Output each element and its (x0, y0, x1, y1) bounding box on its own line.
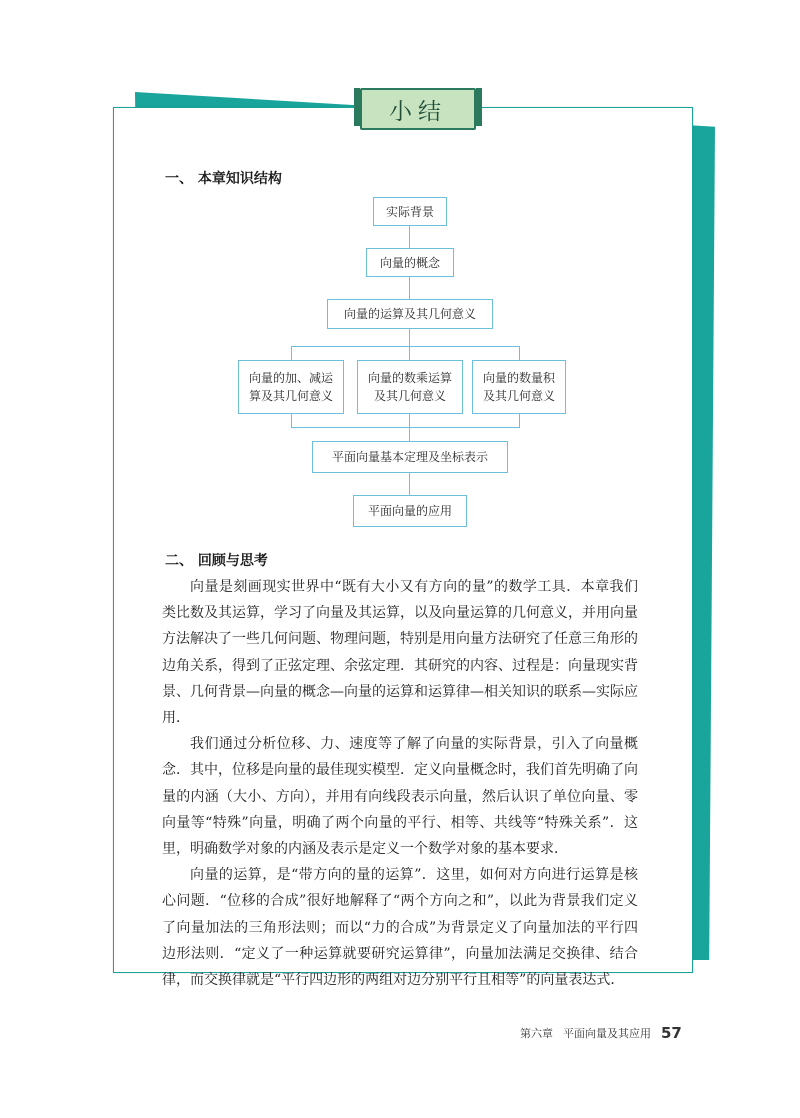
flow-node-applications: 平面向量的应用 (353, 495, 467, 527)
section-heading-knowledge-structure: 一、 本章知识结构 (165, 171, 282, 187)
flow-node-dot-product: 向量的数量积 及其几何意义 (472, 360, 566, 414)
connector-line (519, 414, 520, 428)
flow-node-vector-operations: 向量的运算及其几何意义 (327, 299, 493, 329)
page-title: 小结 (389, 98, 447, 125)
paragraph: 我们通过分析位移、力、速度等了解了向量的实际背景，引入了向量概念．其中，位移是向量的最佳现实模型．定义向量概念时，我们首先明确了向量的内涵（大小、方向），并用有向线段表示向量，然后认识了单位向量、零向量等“特殊”向量，明确了两个向量的平行、相等、共线等“特殊关系”．这里，明确数学对象的内涵及表示是定义一个数学对象的基本要求． (162, 736, 638, 858)
paragraph: 向量的运算，是“带方向的量的运算”．这里，如何对方向进行运算是核心问题．“位移的合成”很好地解释了“两个方向之和”，以此为背景我们定义了向量加法的三角形法则；而以“力的合成”为背景定义了向量加法的平行四边形法则．“定义了一种运算就要研究运算律”，向量加法满足交换律、结合律，而交换律就是“平行四边形的两组对边分别平行且相等”的向量表达式． (162, 867, 638, 989)
chapter-title: 平面向量及其应用 (563, 1027, 651, 1040)
connector-line (409, 329, 410, 347)
connector-line (409, 427, 410, 441)
chapter-number: 第六章 (520, 1027, 553, 1040)
connector-line (409, 414, 410, 428)
connector-line (409, 277, 410, 299)
connector-line (409, 226, 410, 248)
connector-line (291, 414, 292, 428)
review-body (162, 574, 638, 993)
flow-node-scalar-multiplication: 向量的数乘运算 及其几何意义 (357, 360, 463, 414)
page-number: 57 (661, 1024, 682, 1042)
connector-line (291, 346, 292, 360)
connector-line (409, 473, 410, 495)
flow-node-vector-concept: 向量的概念 (366, 248, 454, 277)
paragraph: 向量是刻画现实世界中“既有大小又有方向的量”的数学工具．本章我们类比数及其运算，学习了向量及其运算，以及向量运算的几何意义，并用向量方法解决了一些几何问题、物理问题，特别是用向量方法研究了任意三角形的边角关系，得到了正弦定理、余弦定理．其研究的内容、过程是：向量现实背景、几何背景—向量的概念—向量的运算和运算律—相关知识的联系—实际应用． (162, 579, 638, 727)
connector-line (291, 346, 519, 347)
flow-node-add-subtract: 向量的加、减运 算及其几何意义 (238, 360, 344, 414)
connector-line (519, 346, 520, 360)
connector-line (409, 346, 410, 360)
page-footer (520, 1024, 682, 1042)
section-heading-review: 二、 回顾与思考 (165, 553, 268, 569)
connector-line (291, 427, 519, 428)
flow-node-basic-theorem: 平面向量基本定理及坐标表示 (312, 441, 508, 473)
flow-node-real-background: 实际背景 (373, 197, 447, 226)
